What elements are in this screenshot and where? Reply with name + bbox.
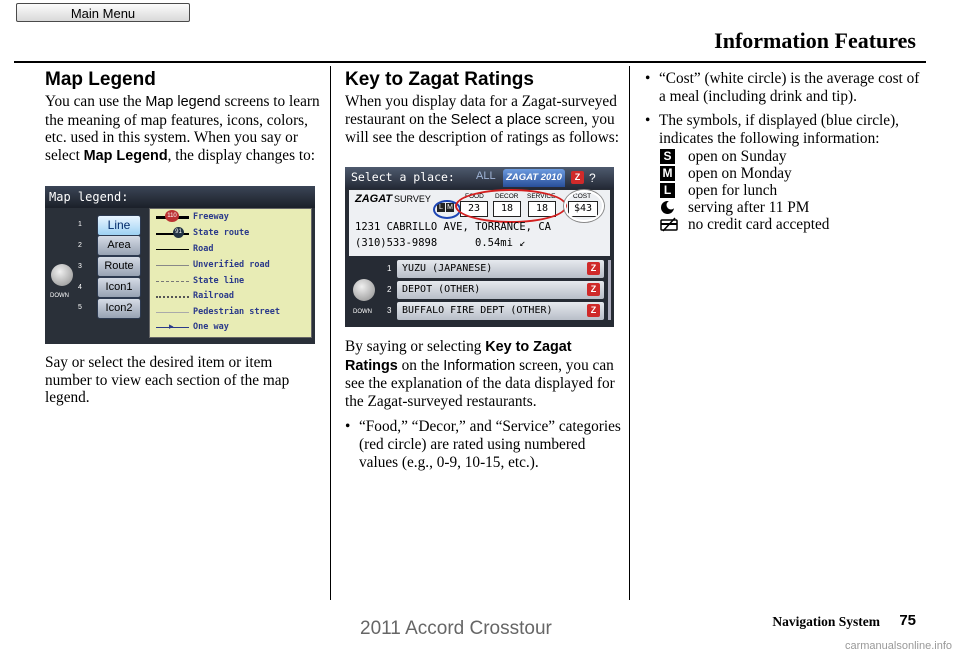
restaurant-phone: (310)533-9898: [355, 237, 438, 249]
tab-zagat-2010[interactable]: ZAGAT 2010: [503, 169, 565, 187]
monday-symbol-icon: M: [447, 204, 453, 211]
zagat-intro: When you display data for a Zagat-surveyed restaurant on the Select a place screen, you will see the description of ratings as follows:: [345, 93, 620, 147]
ratings-bullet-list: [327, 418, 621, 471]
option-number: 1: [78, 221, 82, 228]
map-legend-screen: [45, 186, 315, 344]
bullet-cost: • “Cost” (white circle) is the average cost of a meal (including drink and tip).: [645, 70, 920, 105]
map-legend-section: [45, 69, 320, 165]
legend-row-state-line: State line: [153, 274, 308, 289]
symbol-row-monday: M open on Monday: [660, 165, 927, 182]
map-legend-instruction: Say or select the desired item or item number to view each section of the map legend.: [45, 354, 290, 407]
sunday-symbol-icon: S: [660, 149, 675, 164]
map-legend-screen-title: Map legend:: [45, 186, 315, 208]
cost-value: $43: [568, 201, 598, 217]
interface-dial-icon: [51, 264, 73, 286]
page-title: Information Features: [714, 28, 916, 53]
symbol-row-no-credit: no credit card accepted: [660, 216, 927, 233]
bullet-symbols: • The symbols, if displayed (blue circle), indicates the following information:: [645, 112, 900, 147]
interface-dial-icon: [353, 279, 375, 301]
legend-row-railroad: Railroad: [153, 289, 308, 304]
select-a-place-screen: [345, 167, 614, 327]
zagat-z-icon: Z: [587, 262, 600, 275]
rating-value-decor: 18: [493, 201, 521, 217]
column-divider-1: [330, 66, 331, 600]
lunch-symbol-icon: L: [660, 183, 675, 198]
zagat-heading: Key to Zagat Ratings: [345, 69, 534, 90]
option-line[interactable]: Line: [97, 215, 141, 236]
zagat-key-section: [345, 338, 621, 478]
option-number: 5: [78, 304, 82, 311]
white-circle-highlight: [564, 190, 604, 222]
header-rule: [14, 61, 926, 63]
legend-row-pedestrian-street: Pedestrian street: [153, 305, 308, 320]
zagat-section: [345, 69, 620, 147]
rating-value-service: 18: [528, 201, 556, 217]
lunch-symbol-icon: L: [437, 203, 445, 212]
place-item-2[interactable]: DEPOT (OTHER) Z: [397, 281, 604, 299]
no-credit-card-icon: [660, 217, 678, 232]
item-number: 3: [387, 306, 392, 315]
option-number: 4: [78, 284, 82, 291]
symbol-list: [660, 148, 927, 233]
zagat-z-icon: Z: [587, 304, 600, 317]
place-item-3[interactable]: BUFFALO FIRE DEPT (OTHER) Z: [397, 302, 604, 320]
symbol-row-sunday: S open on Sunday: [660, 148, 927, 165]
legend-row-freeway: 110 Freeway: [153, 210, 308, 225]
option-icon2[interactable]: Icon2: [97, 298, 141, 319]
state-route-shield-icon: 91: [173, 227, 184, 238]
legend-row-unverified-road: Unverified road: [153, 258, 308, 273]
main-menu-button[interactable]: Main Menu: [16, 3, 190, 22]
footer-model-watermark: 2011 Accord Crosstour: [360, 618, 552, 639]
map-legend-heading: Map Legend: [45, 69, 156, 90]
item-number: 1: [387, 264, 392, 273]
bullet-food-decor-service: • “Food,” “Decor,” and “Service” categories (red circle) are rated using numbered values (e.g., 0-9, 10-15, etc.).: [345, 418, 621, 471]
legend-row-state-route: 91 State route: [153, 226, 308, 241]
zagat-key-instruction: By saying or selecting Key to Zagat Ratings on the Information screen, you can see the explanation of the data displayed for the Zagat-surveyed restaurants.: [345, 338, 615, 410]
one-way-arrow-icon: ▸: [169, 321, 174, 331]
option-icon1[interactable]: Icon1: [97, 277, 141, 298]
footer-site-watermark: carmanualsonline.info: [844, 640, 952, 652]
monday-symbol-icon: M: [660, 166, 675, 181]
zagat-z-icon[interactable]: Z: [571, 171, 584, 184]
option-area[interactable]: Area: [97, 235, 141, 256]
zagat-z-icon: Z: [587, 283, 600, 296]
survey-label: SURVEY: [394, 194, 431, 204]
rating-header-service: SERVICE: [527, 193, 556, 200]
scrollbar[interactable]: [608, 260, 611, 320]
cost-symbol-bullet-list: [627, 70, 927, 147]
legend-row-one-way: ▸ One way: [153, 320, 308, 335]
map-legend-intro: You can use the Map legend screens to learn the meaning of map features, icons, colors, etc. used in this system. When you say or select Map Legend, the display changes to:: [45, 93, 320, 164]
help-button[interactable]: ?: [589, 171, 596, 185]
restaurant-distance: 0.54mi ↙: [475, 237, 526, 249]
rating-value-food: 23: [460, 201, 488, 217]
item-number: 2: [387, 285, 392, 294]
option-route[interactable]: Route: [97, 256, 141, 277]
symbol-row-lunch: L open for lunch: [660, 182, 927, 199]
moon-icon: [660, 200, 675, 215]
freeway-shield-icon: 110: [165, 210, 179, 222]
cost-header: COST: [573, 193, 592, 200]
option-number: 2: [78, 242, 82, 249]
symbol-row-late: serving after 11 PM: [660, 199, 927, 216]
page-number: 75: [899, 612, 916, 629]
rating-header-decor: DECOR: [495, 193, 519, 200]
footer-section-label: Navigation System: [772, 614, 880, 629]
red-circle-highlight: [455, 189, 567, 223]
tab-all[interactable]: ALL: [476, 170, 496, 182]
down-label: DOWN: [50, 293, 69, 299]
down-label: DOWN: [353, 309, 372, 315]
option-number: 3: [78, 263, 82, 270]
screen-title: Select a place:: [351, 170, 455, 184]
place-item-1[interactable]: YUZU (JAPANESE) Z: [397, 260, 604, 278]
zagat-logo: ZAGAT: [355, 193, 393, 205]
legend-row-road: Road: [153, 242, 308, 257]
zagat-symbols-section: [627, 70, 927, 233]
rating-header-food: FOOD: [465, 193, 484, 200]
restaurant-address: 1231 CABRILLO AVE, TORRANCE, CA: [355, 221, 551, 233]
